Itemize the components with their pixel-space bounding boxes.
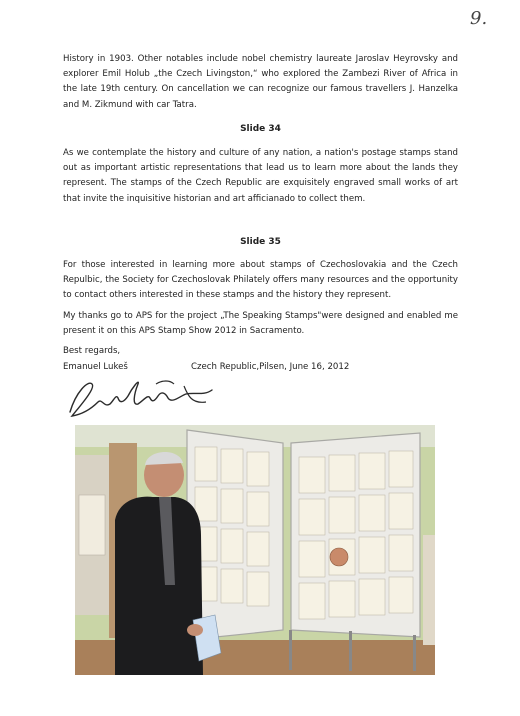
- slide-35-heading: Slide 35: [240, 237, 281, 247]
- paragraph-thanks: My thanks go to APS for the project „The Speaking Stamps"were designed and enabled me present it on this APS Stamp Show 2012 in Sacramento.: [63, 311, 458, 337]
- slide-34-heading: Slide 34: [240, 124, 281, 134]
- exhibition-photo: [75, 425, 435, 675]
- paragraph-postage-stamps: As we contemplate the history and culture of any nation, a nation's postage stamps stand out as important artistic representations that lead us to learn more about the lands they represent. The stamps of the Czech Republic are exquisitely engraved small works of art that invite the inquisitive historian and art afficianado to collect them.: [63, 148, 458, 204]
- paragraph-society: For those interested in learning more about stamps of Czechoslovakia and the Czech Repulbic, the Society for Czechoslovak Philately offers many resources and the opportunity to contact others interested in these stamps and the history they represent.: [63, 260, 458, 301]
- page-number: 9.: [470, 8, 488, 29]
- signature: [62, 372, 222, 422]
- exhibition-scene: [75, 425, 435, 675]
- closing-greeting: Best regards,: [63, 346, 121, 356]
- closing-name: Emanuel Lukeš: [63, 362, 128, 372]
- closing-place-date: Czech Republic,Pilsen, June 16, 2012: [191, 362, 350, 372]
- paragraph-history: History in 1903. Other notables include nobel chemistry laureate Jaroslav Heyrovsky and explorer Emil Holub „the Czech Livingston,“ who explored the Zambezi River of Africa in the late 19th century. On cancellation we can recognize our famous travellers J. Hanzelka and M. Zikmund with car Tatra.: [63, 54, 458, 110]
